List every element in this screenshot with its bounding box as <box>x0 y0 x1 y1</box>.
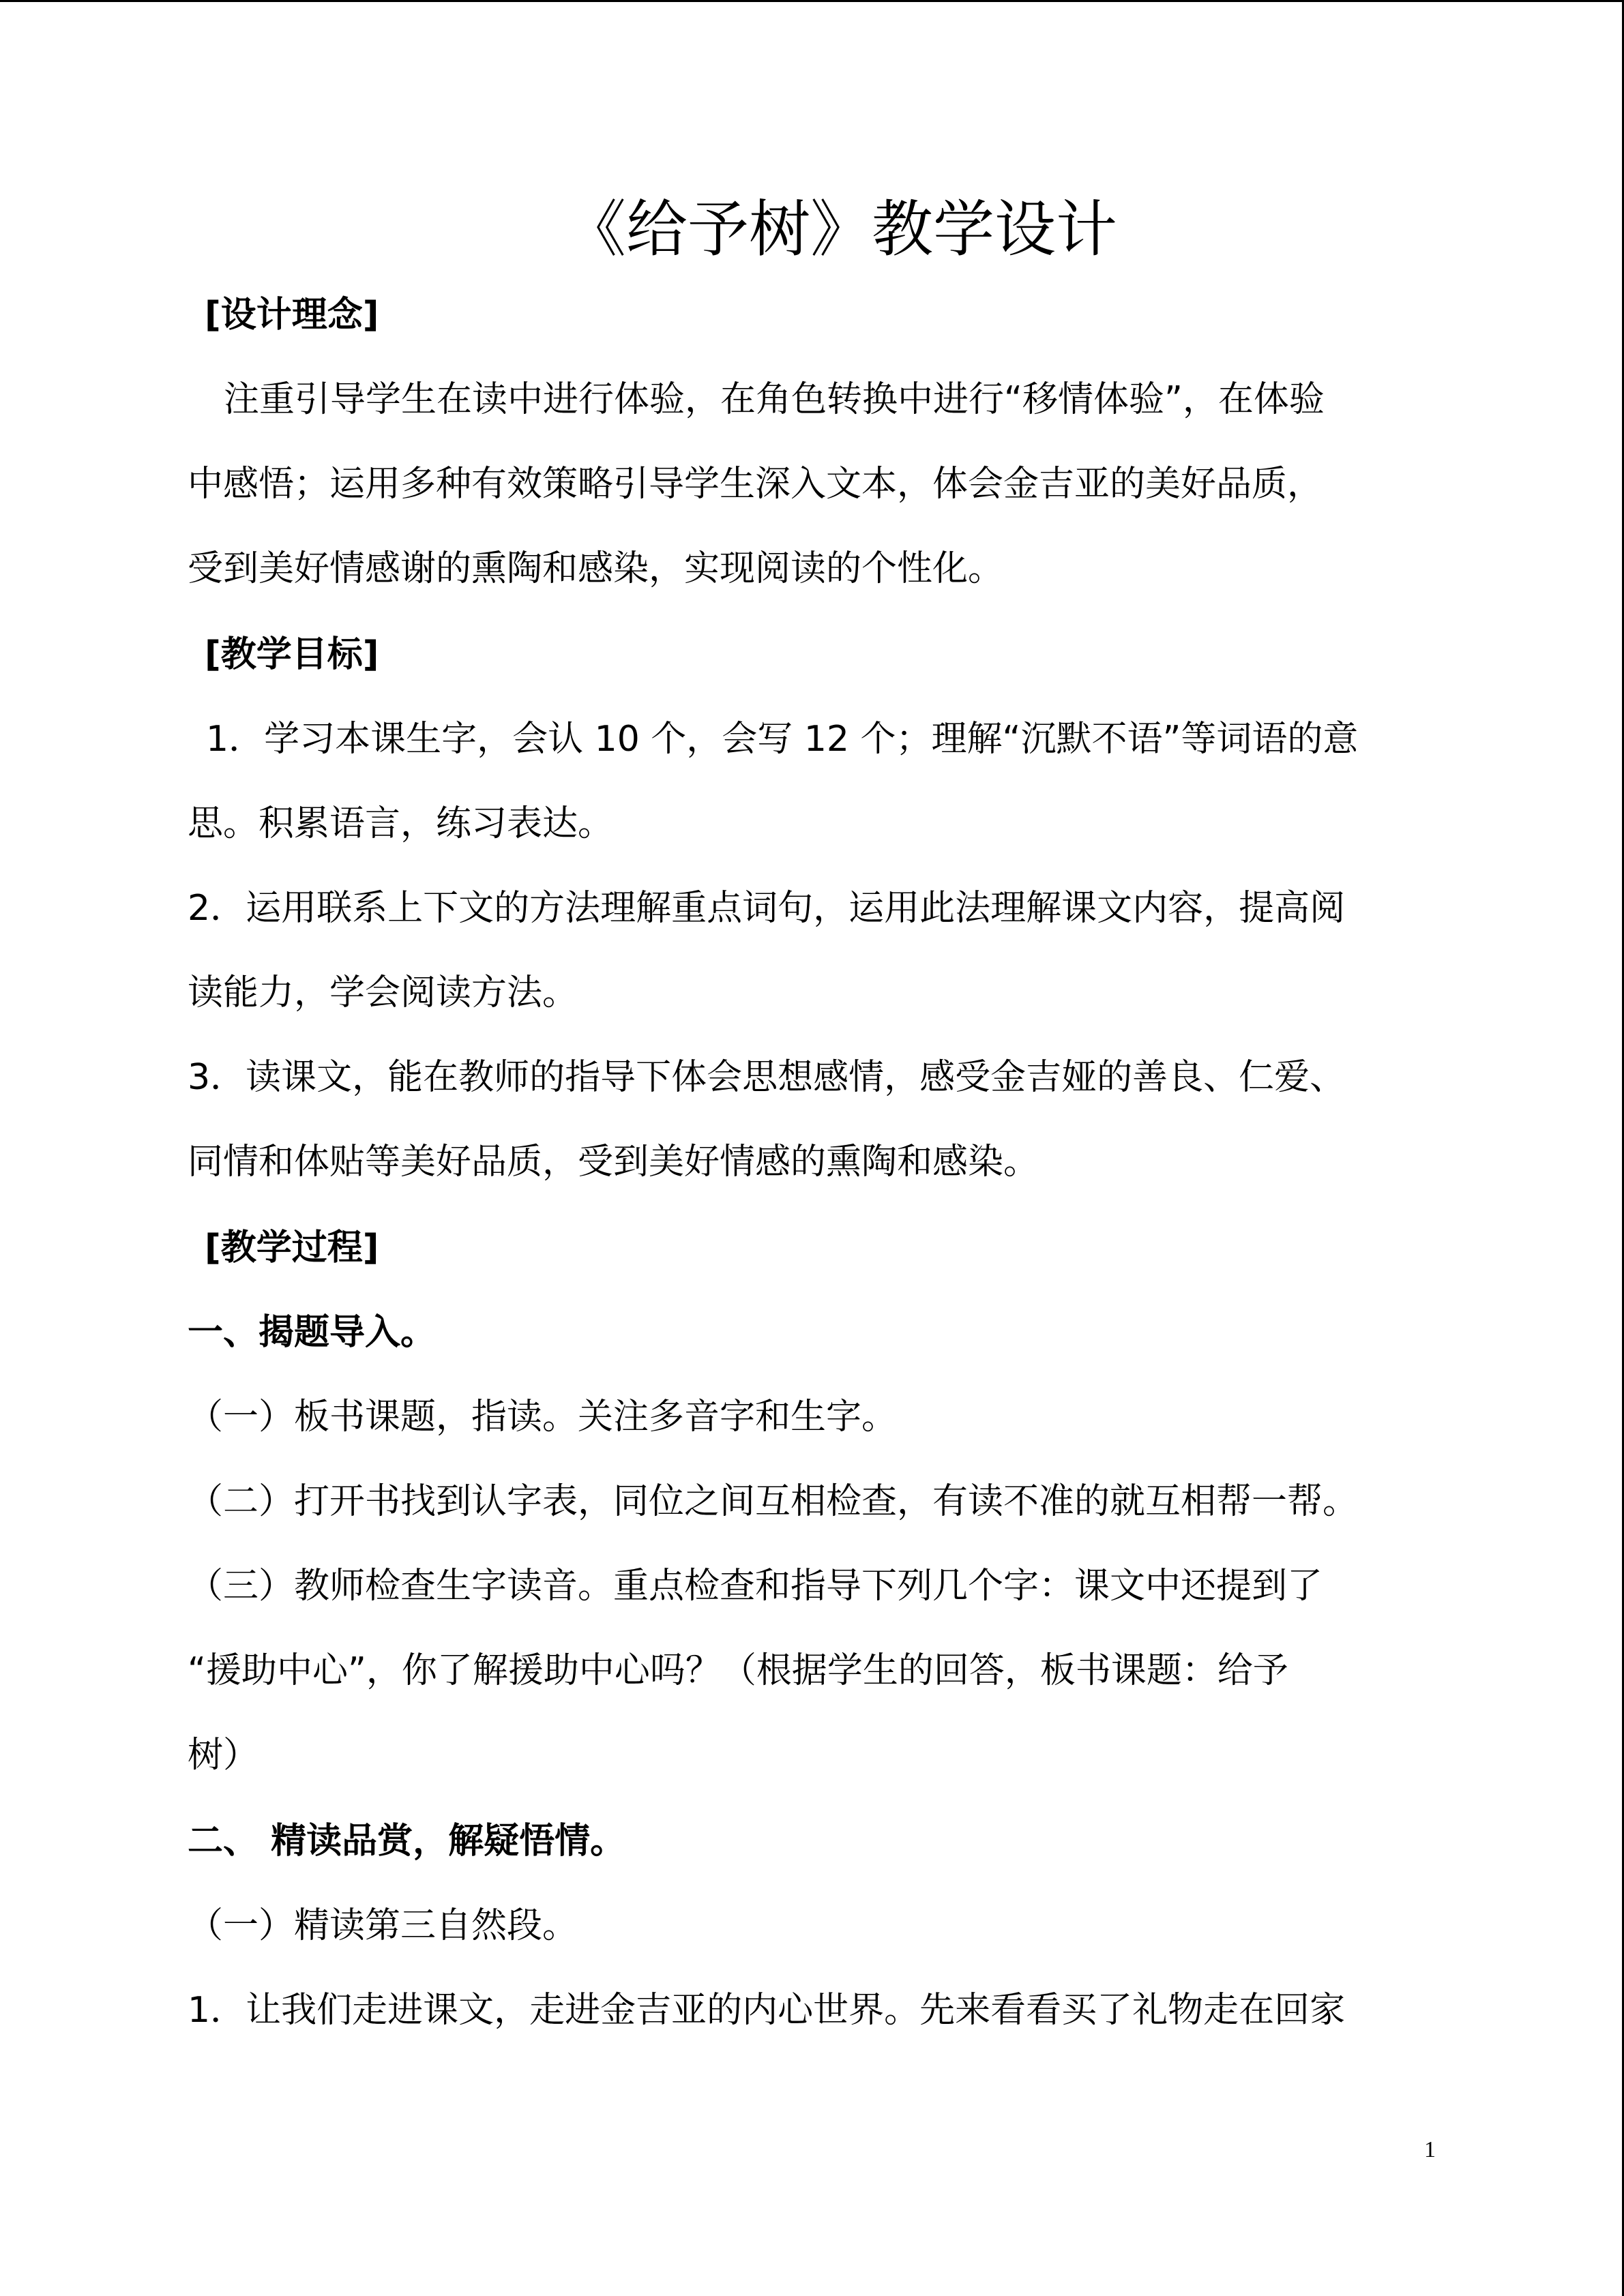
part-1-step-a: （一）板书课题，指读。关注多音字和生字。 <box>188 1397 898 1437</box>
part-2-step-1: 1．让我们走进课文，走进金吉亚的内心世界。先来看看买了礼物走在回家 <box>188 1990 1346 2031</box>
part-1-step-c-line-1: （三）教师检查生字读音。重点检查和指导下列几个字：课文中还提到了 <box>188 1566 1323 1607</box>
part-2-heading: 二、 精读品赏，解疑悟情。 <box>188 1821 626 1862</box>
concept-line-2: 中感悟；运用多种有效策略引导学生深入文本，体会金吉亚的美好品质， <box>188 464 1323 505</box>
part-1-step-b: （二）打开书找到认字表，同位之间互相检查，有读不准的就互相帮一帮。 <box>188 1481 1359 1522</box>
page-number: 1 <box>1424 2137 1436 2162</box>
part-2-step-a: （一）精读第三自然段。 <box>188 1905 578 1946</box>
section-heading-design-concept: [设计理念] <box>205 295 379 336</box>
section-heading-teaching-process: [教学过程] <box>205 1227 379 1268</box>
concept-line-1: 注重引导学生在读中进行体验，在角色转换中进行“移情体验”，在体验 <box>224 379 1325 420</box>
goal-3-line-2: 同情和体贴等美好品质，受到美好情感的熏陶和感染。 <box>188 1142 1039 1182</box>
goal-1-line-1: 1．学习本课生字，会认 10 个，会写 12 个；理解“沉默不语”等词语的意 <box>206 719 1359 760</box>
part-1-heading: 一、揭题导入。 <box>188 1312 437 1353</box>
concept-line-3: 受到美好情感谢的熏陶和感染，实现阅读的个性化。 <box>188 548 1004 589</box>
goal-1-line-2: 思。积累语言，练习表达。 <box>188 803 614 844</box>
goal-2-line-2: 读能力，学会阅读方法。 <box>188 972 578 1013</box>
goal-3-line-1: 3．读课文，能在教师的指导下体会思想感情，感受金吉娅的善良、仁爱、 <box>188 1057 1346 1098</box>
document-title: 《给予树》教学设计 <box>565 194 1117 265</box>
part-1-step-c-line-2: “援助中心”，你了解援助中心吗？（根据学生的回答，板书课题：给予 <box>188 1650 1288 1691</box>
goal-2-line-1: 2．运用联系上下文的方法理解重点词句，运用此法理解课文内容，提高阅 <box>188 888 1346 929</box>
section-heading-teaching-goals: [教学目标] <box>205 634 379 675</box>
part-1-step-c-line-3: 树） <box>188 1735 259 1776</box>
